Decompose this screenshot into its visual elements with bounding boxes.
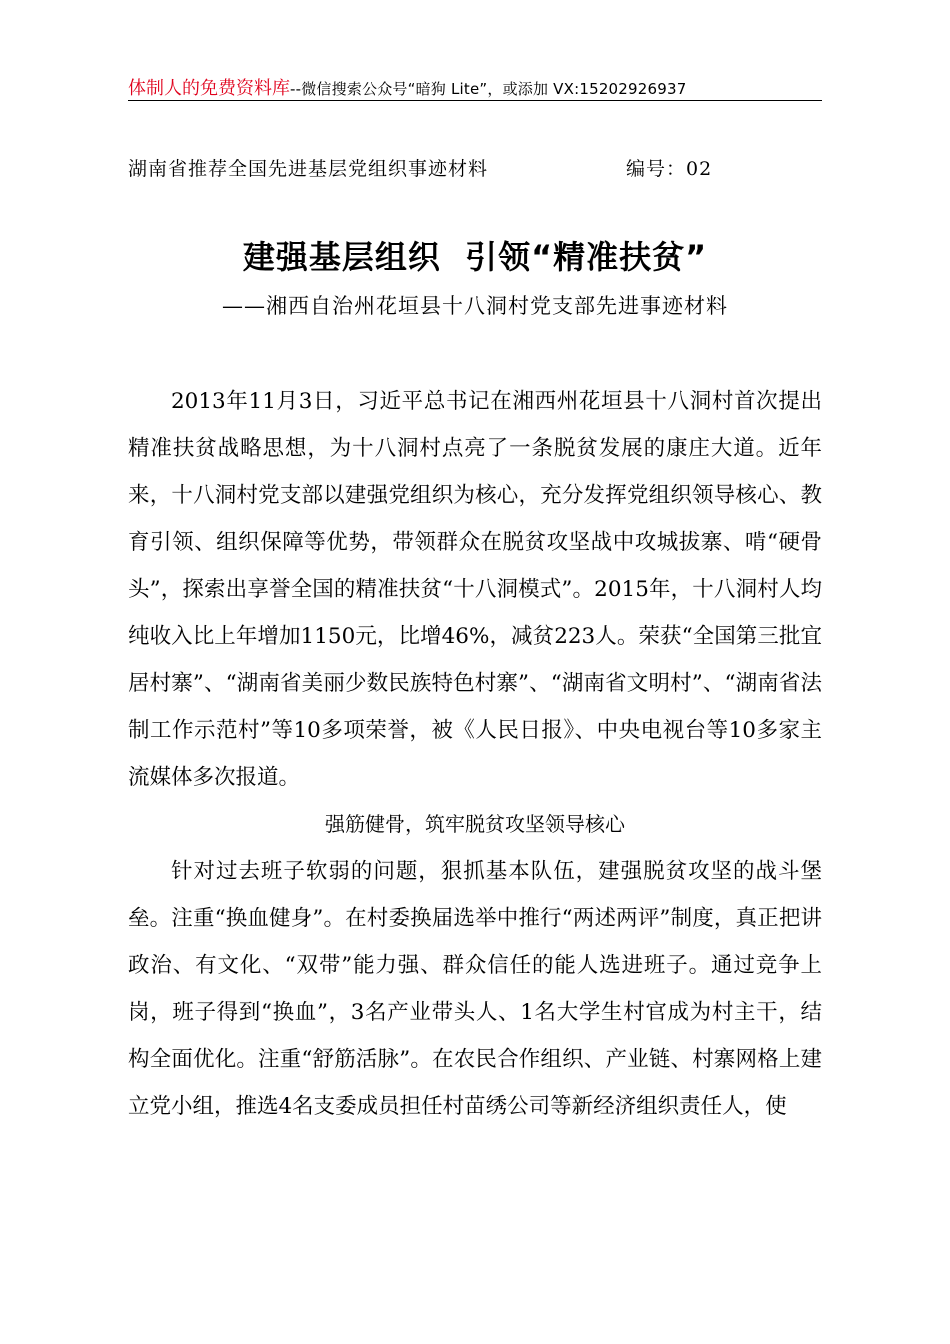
header-brand: 体制人的免费资料库 bbox=[128, 78, 290, 99]
document-number: 编号：02 bbox=[626, 158, 713, 180]
document-body bbox=[128, 378, 822, 1130]
document-category: 湖南省推荐全国先进基层党组织事迹材料 bbox=[128, 158, 489, 180]
header-contact-info: --微信搜索公众号“暗狗 Lite”，或添加 VX:15202926937 bbox=[290, 80, 687, 98]
document-title: 建强基层组织 引领“精准扶贫” bbox=[242, 238, 708, 276]
intro-paragraph: 2013年11月3日，习近平总书记在湘西州花垣县十八洞村首次提出精准扶贫战略思想，为十八洞村点亮了一条脱贫发展的康庄大道。近年来，十八洞村党支部以建强党组织为核心，充分发挥党组织领导核心、教育引领、组织保障等优势，带领群众在脱贫攻坚战中攻城拔寨、啃“硬骨头”，探索出享誉全国的精准扶贫“十八洞模式”。2015年，十八洞村人均纯收入比上年增加1150元，比增46%，减贫223人。荣获“全国第三批宜居村寨”、“湖南省美丽少数民族特色村寨”、“湖南省文明村”、“湖南省法制工作示范村”等10多项荣誉，被《人民日报》、中央电视台等10多家主流媒体多次报道。 bbox=[128, 389, 822, 790]
section-paragraph: 针对过去班子软弱的问题，狠抓基本队伍，建强脱贫攻坚的战斗堡垒。注重“换血健身”。在村委换届选举中推行“两述两评”制度，真正把讲政治、有文化、“双带”能力强、群众信任的能人选进班子。通过竞争上岗，班子得到“换血”，3名产业带头人、1名大学生村官成为村主干，结构全面优化。注重“舒筋活脉”。在农民合作组织、产业链、村寨网格上建立党小组，推选4名支委成员担任村苗绣公司等新经济组织责任人，使 bbox=[128, 859, 822, 1119]
section-heading: 强筋健骨，筑牢脱贫攻坚领导核心 bbox=[325, 812, 625, 836]
page-header bbox=[128, 74, 822, 101]
document-meta bbox=[128, 154, 713, 181]
document-subtitle: ——湘西自治州花垣县十八洞村党支部先进事迹材料 bbox=[222, 294, 728, 318]
